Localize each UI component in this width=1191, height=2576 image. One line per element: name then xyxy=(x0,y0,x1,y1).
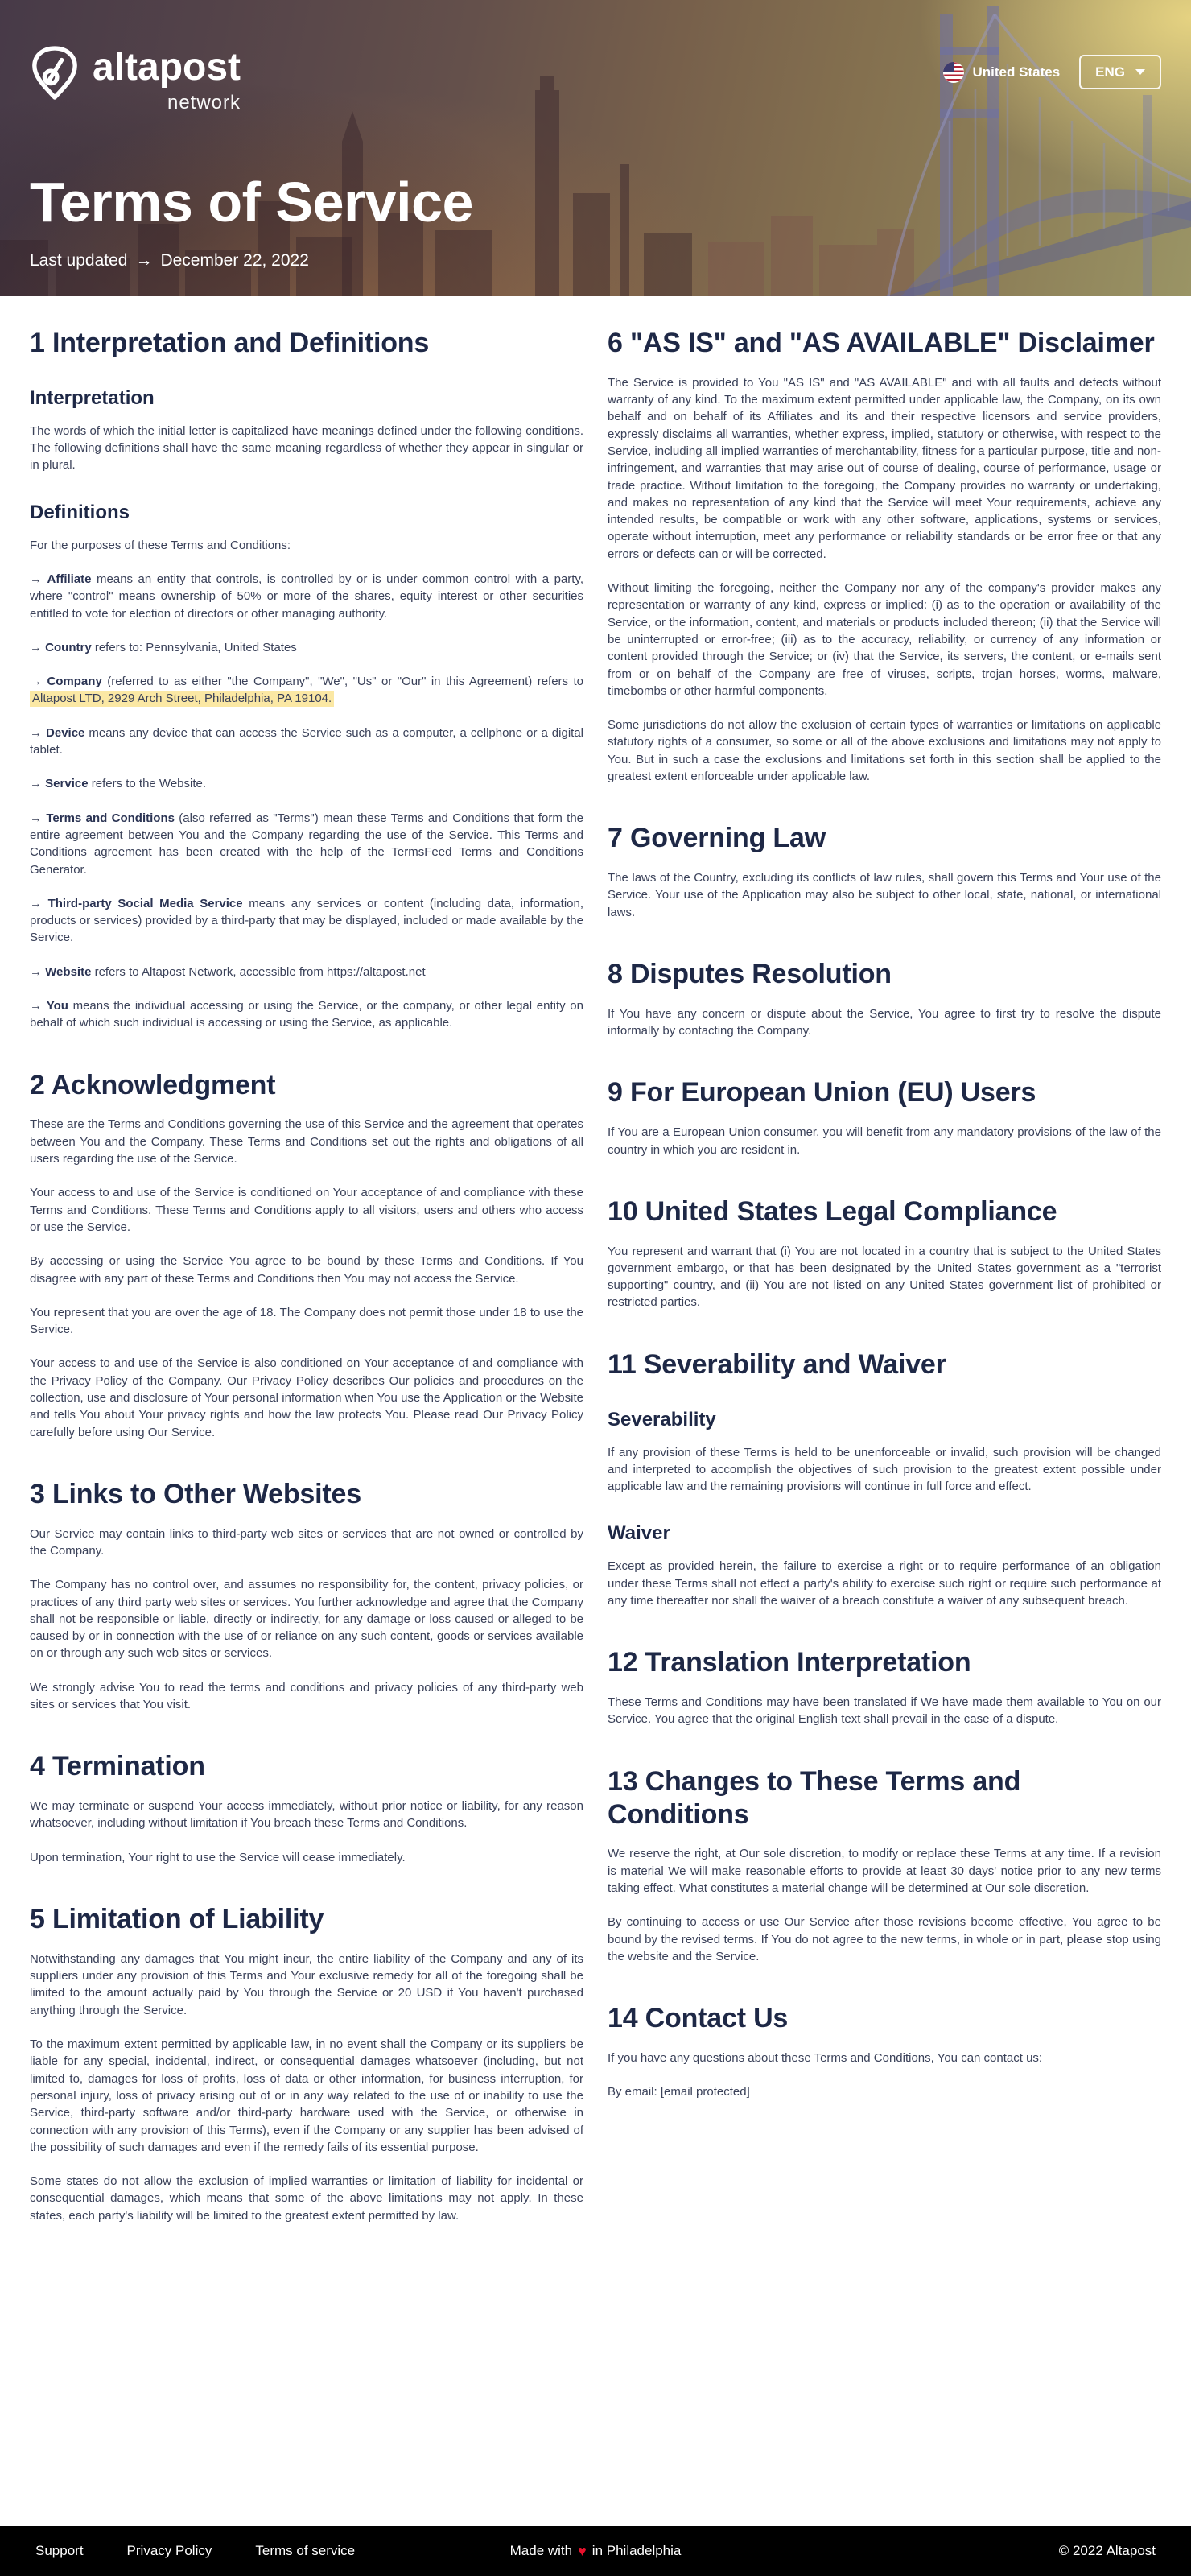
paragraph: The laws of the Country, excluding its conflicts of law rules, shall govern this Terms and Your use of the Service. Your use of the Application may also be subject to other local, state, national, or international laws. xyxy=(608,871,1161,919)
definition-term: Device xyxy=(46,725,85,740)
terms-section xyxy=(608,327,1161,785)
last-updated-label: Last updated xyxy=(30,250,128,270)
paragraph: By continuing to access or use Our Service after those revisions become effective, You agree to be bound by the revised terms. If You do not agree to the new terms, in whole or in part, please stop using the website and the Service. xyxy=(608,1915,1161,1963)
arrow-icon: → xyxy=(135,250,153,270)
terms-section xyxy=(608,822,1161,921)
made-with-label: Made with xyxy=(509,2543,573,2558)
paragraph: Some states do not allow the exclusion of implied warranties or limitation of liability for incidental or consequential damages, which means that some of the above limitations may not apply. In these states, each party's liability will be limited to the greatest extent permitted by law. xyxy=(30,2174,583,2223)
section-heading: 10 United States Legal Compliance xyxy=(608,1195,1057,1227)
subsection-heading: Severability xyxy=(608,1408,716,1430)
paragraph: You represent that you are over the age of 18. The Company does not permit those under 18 to use the Service. xyxy=(30,1305,583,1337)
altapost-pin-logo-icon xyxy=(30,45,80,101)
paragraph: → Third-party Social Media Service means any services or content (including data, information, products or services) provided by a third-party that may be displayed, included or made available by the Service. xyxy=(30,896,583,945)
terms-section xyxy=(30,1750,583,1866)
subsection-heading: Definitions xyxy=(30,501,130,523)
paragraph: We reserve the right, at Our sole discretion, to modify or replace these Terms at any time. If a revision is material We will make reasonable efforts to provide at least 30 days' notice prior to any new terms taking effect. What constitutes a material change will be determined at Our sole discretion. xyxy=(608,1847,1161,1895)
paragraph: You represent and warrant that (i) You are not located in a country that is subject to the United States government embargo, or that has been designated by the United States government as a "terrorist supporting" country, and (ii) You are not listed on any United States government list of prohibited or restricted parties. xyxy=(608,1244,1161,1310)
made-in-label: in Philadelphia xyxy=(591,2543,682,2558)
footer-tagline xyxy=(510,2543,682,2560)
paragraph: To the maximum extent permitted by applicable law, in no event shall the Company or its suppliers be liable for any special, incidental, indirect, or consequential damages whatsoever (including, but not limited to, damages for loss of profits, loss of data or other information, for business interruption, for personal injury, loss of privacy arising out of or in any way related to the use of or inability to use the Service, third-party software and/or third-party hardware used with the Service, or otherwise in connection with any provision of this Terms), even if the Company or any supplier has been advised of the possibility of such damages and even if the remedy fails of its essential purpose. xyxy=(30,2037,583,2154)
terms-section xyxy=(608,2002,1161,2100)
paragraph: By accessing or using the Service You agree to be bound by these Terms and Conditions. If You disagree with any part of these Terms and Conditions then You may not access the Service. xyxy=(30,1254,583,1286)
brand-name: altapost xyxy=(93,46,241,89)
paragraph: → Website refers to Altapost Network, accessible from https://altapost.net xyxy=(30,964,426,979)
last-updated-date: December 22, 2022 xyxy=(160,250,309,270)
paragraph: If You are a European Union consumer, you will benefit from any mandatory provisions of the law of the country in which you are resident in. xyxy=(608,1125,1161,1157)
footer-link-privacy-policy[interactable]: Privacy Policy xyxy=(126,2543,212,2558)
heart-icon: ♥ xyxy=(578,2542,587,2559)
right-column xyxy=(608,327,1161,2118)
brand-logo[interactable] xyxy=(30,45,241,113)
header-controls xyxy=(943,55,1161,89)
terms-section xyxy=(608,958,1161,1039)
paragraph: → Terms and Conditions (also referred as "Terms") mean these Terms and Conditions that form the entire agreement between You and the Company regarding the use of the Service. This Terms and Conditions agreement has been created with the help of the TermsFeed Terms and Conditions Generator. xyxy=(30,811,584,877)
paragraph: By email: [email protected] xyxy=(608,2085,750,2099)
country-selector[interactable] xyxy=(943,62,1061,83)
paragraph: The words of which the initial letter is capitalized have meanings defined under the following conditions. The following definitions shall have the same meaning regardless of whether they appear in singular or in plural. xyxy=(30,423,583,473)
subsection-heading: Interpretation xyxy=(30,386,155,409)
paragraph: → Affiliate means an entity that controls, is controlled by or is under common control with a party, where "control" means ownership of 50% or more of the shares, equity interest or other securities entitled to vote for election of directors or other managing authority. xyxy=(30,572,584,621)
section-heading: 3 Links to Other Websites xyxy=(30,1478,361,1509)
section-heading: 2 Acknowledgment xyxy=(30,1069,276,1100)
section-heading: 6 "AS IS" and "AS AVAILABLE" Disclaimer xyxy=(608,328,1155,358)
definition-term: You xyxy=(46,999,68,1013)
section-heading: 5 Limitation of Liability xyxy=(30,1904,324,1935)
section-heading: 14 Contact Us xyxy=(608,2003,789,2034)
footer-link-support[interactable]: Support xyxy=(35,2543,84,2558)
terms-section xyxy=(608,1646,1161,1728)
paragraph: For the purposes of these Terms and Conditions: xyxy=(30,538,291,552)
paragraph: Your access to and use of the Service is conditioned on Your acceptance of and compliance with these Terms and Conditions. These Terms and Conditions apply to all visitors, users and others who access or use the Service. xyxy=(30,1186,583,1234)
terms-section xyxy=(30,327,583,1032)
brand-subtitle: network xyxy=(167,92,241,114)
section-heading: 13 Changes to These Terms and Conditions xyxy=(608,1765,1021,1830)
language-dropdown-button[interactable] xyxy=(1079,55,1161,89)
definition-term: Service xyxy=(45,777,89,791)
paragraph: Notwithstanding any damages that You might incur, the entire liability of the Company and any of its suppliers under any provision of this Terms and Your exclusive remedy for all of the foregoing shall be limited to the amount actually paid by You through the Service or 20 USD if You haven't purchased anything through the Service. xyxy=(30,1951,583,2017)
footer xyxy=(0,2526,1191,2576)
footer-link-terms-of-service[interactable]: Terms of service xyxy=(255,2543,356,2558)
chevron-down-icon xyxy=(1135,69,1145,75)
page-title: Terms of Service xyxy=(30,171,473,233)
footer-links xyxy=(35,2543,355,2559)
brand-wordmark xyxy=(93,48,241,113)
section-heading: 11 Severability and Waiver xyxy=(608,1348,946,1380)
terms-section xyxy=(30,1903,583,2224)
definition-term: Affiliate xyxy=(47,572,92,586)
section-heading: 4 Termination xyxy=(30,1751,205,1782)
paragraph: We may terminate or suspend Your access immediately, without prior notice or liability, for any reason whatsoever, including without limitation if You breach these Terms and Conditions. xyxy=(30,1799,583,1831)
paragraph: The Company has no control over, and assumes no responsibility for, the content, privacy policies, or practices of any third party web sites or services. You further acknowledge and agree that the Company shall not be responsible or liable, directly or indirectly, for any damage or loss caused or alleged to be caused by or in connection with the use of or reliance on any such content, goods or services available on or through any such web sites or services. xyxy=(30,1578,583,1661)
paragraph: → Service refers to the Website. xyxy=(30,777,207,791)
highlighted-company-address: Altapost LTD, 2929 Arch Street, Philadelphia, PA 19104. xyxy=(30,691,334,707)
definition-term: Company xyxy=(47,675,102,689)
section-heading: 12 Translation Interpretation xyxy=(608,1647,971,1678)
country-label: United States xyxy=(972,64,1061,80)
paragraph: → You means the individual accessing or using the Service, or the company, or other legal entity on behalf of which such individual is accessing or using the Service, as applicable. xyxy=(30,999,583,1030)
terms-section xyxy=(30,1069,583,1441)
paragraph: If You have any concern or dispute about the Service, You agree to first try to resolve the dispute informally by contacting the Company. xyxy=(608,1006,1161,1038)
section-heading: 1 Interpretation and Definitions xyxy=(30,328,430,358)
terms-content xyxy=(0,296,1191,2289)
section-heading: 9 For European Union (EU) Users xyxy=(608,1077,1036,1108)
terms-section xyxy=(608,1765,1161,1965)
definition-term: Third-party Social Media Service xyxy=(47,896,243,910)
paragraph: Your access to and use of the Service is also conditioned on Your acceptance of and compliance with the Privacy Policy of the Company. Our Privacy Policy describes Our policies and procedures on the collection, use and disclosure of Your personal information when You use the Application or the Website and tells You about Your privacy rights and how the law protects You. Please read Our Privacy Policy carefully before using Our Service. xyxy=(30,1356,583,1439)
left-column xyxy=(30,327,583,2241)
us-flag-icon xyxy=(943,62,964,83)
subsection-heading: Waiver xyxy=(608,1522,670,1545)
paragraph: These Terms and Conditions may have been translated if We have made them available to You on our Service. You agree that the original English text shall prevail in the case of a dispute. xyxy=(608,1695,1161,1727)
section-heading: 8 Disputes Resolution xyxy=(608,959,892,990)
paragraph: If any provision of these Terms is held to be unenforceable or invalid, such provision will be changed and interpreted to accomplish the objectives of such provision to the greatest extent possible under applicable law and the remaining provisions will continue in full force and effect. xyxy=(608,1445,1161,1494)
paragraph: Except as provided herein, the failure to exercise a right or to require performance of an obligation under these Terms shall not effect a party's ability to exercise such right or require such performance at any time thereafter nor shall the waiver of a breach constitute a waiver of any subsequent breach. xyxy=(608,1559,1161,1608)
terms-section xyxy=(608,1348,1161,1610)
section-heading: 7 Governing Law xyxy=(608,823,826,854)
terms-section xyxy=(608,1195,1161,1311)
definition-term: Country xyxy=(45,640,92,654)
top-bar xyxy=(30,0,1161,113)
paragraph: These are the Terms and Conditions governing the use of this Service and the agreement that operates between You and the Company. These Terms and Conditions set out the rights and obligations of all users regarding the use of the Service. xyxy=(30,1117,583,1166)
hero-header xyxy=(0,0,1191,296)
paragraph: → Country refers to: Pennsylvania, United States xyxy=(30,640,297,654)
paragraph: If you have any questions about these Terms and Conditions, You can contact us: xyxy=(608,2050,1043,2065)
terms-section xyxy=(608,1076,1161,1158)
paragraph: Our Service may contain links to third-party web sites or services that are not owned or controlled by the Company. xyxy=(30,1526,583,1558)
copyright: © 2022 Altapost xyxy=(1058,2543,1156,2558)
paragraph: We strongly advise You to read the terms and conditions and privacy policies of any third-party web sites or services that You visit. xyxy=(30,1680,583,1712)
language-label: ENG xyxy=(1095,64,1125,80)
paragraph: Upon termination, Your right to use the Service will cease immediately. xyxy=(30,1850,406,1864)
paragraph: → Device means any device that can access the Service such as a computer, a cellphone or a digital tablet. xyxy=(30,725,583,758)
definition-term: Website xyxy=(45,964,92,979)
paragraph: → Company (referred to as either "the Company", "We", "Us" or "Our" in this Agreement) refers to Altapost LTD, 2929 Arch Street, Philadelphia, PA 19104. xyxy=(30,675,583,706)
paragraph: Some jurisdictions do not allow the exclusion of certain types of warranties or limitations on applicable statutory rights of a consumer, so some or all of the above exclusions and limitations may not apply to You. But in such a case the exclusions and limitations set forth in this section shall be applied to the greatest extent enforceable under applicable law. xyxy=(608,718,1161,784)
paragraph: The Service is provided to You "AS IS" and "AS AVAILABLE" and with all faults and defects without warranty of any kind. To the maximum extent permitted under applicable law, the Company, on its own behalf and on behalf of its Affiliates and its and their respective licensors and service providers, expressly disclaims all warranties, whether express, implied, statutory or otherwise, with respect to the Service, including all implied warranties of merchantability, fitness for a particular purpose, title and non-infringement, and warranties that may arise out of course of dealing, course of performance, usage or trade practice. Without limitation to the foregoing, the Company provides no warranty or undertaking, and makes no representation of any kind that the Service will meet Your requirements, achieve any intended results, be compatible or work with any other software, applications, systems or services, operate without interruption, meet any performance or reliability standards or be error free or that any errors or defects can or will be corrected. xyxy=(608,375,1161,561)
last-updated xyxy=(30,251,1161,270)
paragraph: Without limiting the foregoing, neither the Company nor any of the company's provider makes any representation or warranty of any kind, express or implied: (i) as to the operation or availability of the Service, or the information, content, and materials or products included thereon; (ii) that the Service will be uninterrupted or error-free; (iii) as to the accuracy, reliability, or currency of any information or content provided through the Service; or (iv) that the Service, its servers, the content, or e-mails sent from or on behalf of the Company are free of viruses, scripts, trojan horses, worms, malware, timebombs or other harmful components. xyxy=(608,581,1161,698)
terms-section xyxy=(30,1478,583,1713)
definition-term: Terms and Conditions xyxy=(46,811,175,825)
